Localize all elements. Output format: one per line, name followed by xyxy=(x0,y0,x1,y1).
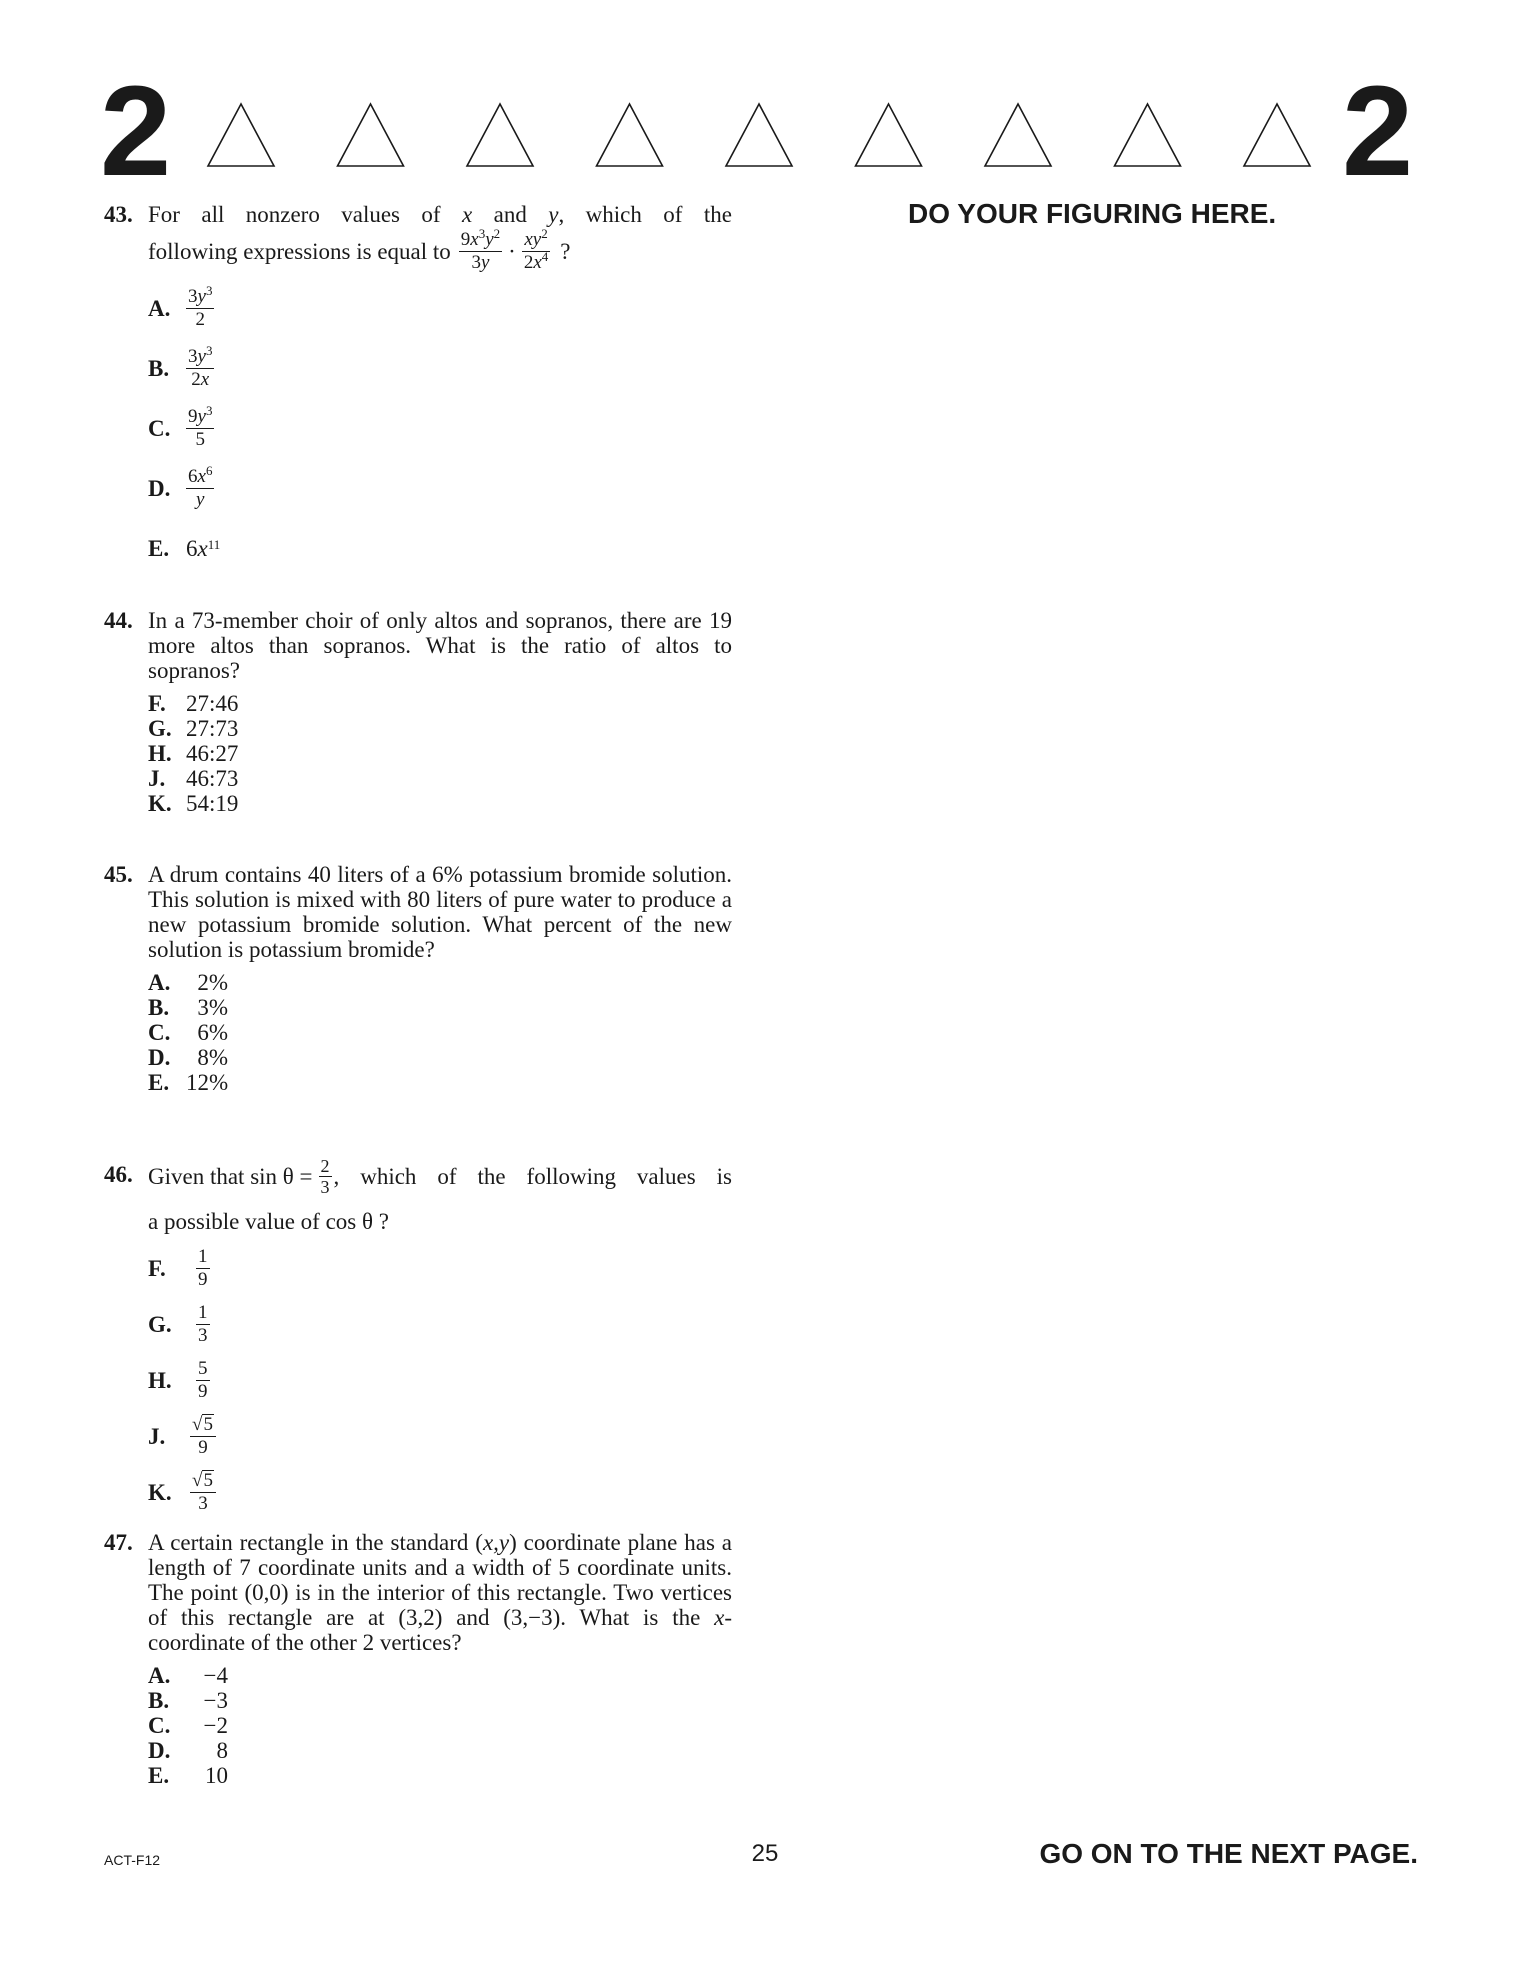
outline-triangle-icon xyxy=(726,104,792,166)
triangle-border xyxy=(205,102,1325,168)
fraction-9x3y2-over-3y: $\frac{9x^3y^2}{3y}$ xyxy=(460,226,501,273)
square-root-icon: √ 5 xyxy=(192,1413,213,1435)
answer-choice-f[interactable] xyxy=(148,691,732,716)
choice-label: H. xyxy=(148,1367,172,1393)
question-text xyxy=(148,1156,732,1234)
choice-value: $\frac{5}{9}$ xyxy=(198,1357,208,1402)
answer-choice-c[interactable] xyxy=(148,398,732,458)
question-46 xyxy=(104,1156,732,1520)
outline-triangle-icon xyxy=(1244,104,1310,166)
choice-value: 46:73 xyxy=(186,766,239,791)
choice-label: J. xyxy=(148,766,166,791)
question-43-prefix: following expressions is equal to xyxy=(148,239,451,264)
question-43-line2: following expressions is equal to $\frac{9x^3y^2}{3y}$ · $\frac{xy^2}{2x^4}$ ? xyxy=(148,226,571,273)
choice-label: D. xyxy=(148,1738,171,1763)
question-43-suffix: ? xyxy=(560,239,571,264)
choice-label: E. xyxy=(148,535,170,561)
choice-label: K. xyxy=(148,1479,172,1505)
choice-value: $\frac{6x^6}{y}$ xyxy=(188,462,213,510)
question-number: 46. xyxy=(104,1162,133,1187)
question-text xyxy=(148,202,732,274)
choice-label: E. xyxy=(148,1763,170,1788)
choice-value: $\frac{3y^3}{2x}$ xyxy=(188,342,213,390)
choice-label: K. xyxy=(148,791,172,816)
answer-choice-h[interactable] xyxy=(148,1352,732,1408)
outline-triangle-icon xyxy=(338,104,404,166)
choice-value: $\frac{1}{9}$ xyxy=(198,1245,208,1290)
question-47 xyxy=(104,1530,732,1788)
answer-choice-c[interactable] xyxy=(148,1020,732,1045)
outline-triangle-icon xyxy=(208,104,274,166)
answer-choice-d[interactable] xyxy=(148,458,732,518)
choice-label: D. xyxy=(148,475,171,501)
answer-choice-a[interactable] xyxy=(148,1663,732,1688)
choice-value: $\frac{9y^3}{5}$ xyxy=(188,402,213,450)
answer-choice-j[interactable] xyxy=(148,766,732,791)
choice-value: √ 5 9 xyxy=(190,1414,216,1459)
choice-label: A. xyxy=(148,1663,171,1688)
choice-value: 8% xyxy=(197,1045,228,1070)
answer-choice-b[interactable] xyxy=(148,338,732,398)
choice-label: F. xyxy=(148,1255,166,1281)
answer-choice-j[interactable] xyxy=(148,1408,732,1464)
choice-label: C. xyxy=(148,415,171,441)
section-number-left: 2 xyxy=(100,60,172,203)
outline-triangle-icon xyxy=(467,104,533,166)
next-page-instruction: GO ON TO THE NEXT PAGE. xyxy=(1039,1838,1418,1869)
answer-choice-c[interactable] xyxy=(148,1713,732,1738)
question-number: 44. xyxy=(104,608,133,633)
choice-value: √ 5 3 xyxy=(190,1470,216,1515)
answer-choice-k[interactable] xyxy=(148,791,732,816)
square-root-icon: √ 5 xyxy=(192,1469,213,1491)
question-text: A drum contains 40 liters of a 6% potassium bromide solution. This solution is mixed with 80 liters of pure water to produce a new potassium bromide solution. What percent of the new solution is potassium bromide? xyxy=(148,862,732,962)
answer-choices xyxy=(148,1240,732,1520)
question-text: In a 73-member choir of only altos and sopranos, there are 19 more altos than sopranos. What is the ratio of altos to sopranos? xyxy=(148,608,732,683)
choice-label: B. xyxy=(148,355,170,381)
answer-choice-b[interactable] xyxy=(148,1688,732,1713)
answer-choices xyxy=(148,1663,732,1788)
question-43-line1: For all nonzero values of x and y, which of the xyxy=(148,202,732,227)
answer-choice-d[interactable] xyxy=(148,1045,732,1070)
choice-label: H. xyxy=(148,741,172,766)
section-number-right: 2 xyxy=(1342,60,1414,203)
question-46-suffix: , which of the following values is xyxy=(333,1164,732,1189)
question-44 xyxy=(104,608,732,816)
choice-label: B. xyxy=(148,1688,170,1713)
outline-triangle-icon xyxy=(985,104,1051,166)
choice-label: A. xyxy=(148,295,171,321)
choice-value: −4 xyxy=(203,1663,228,1688)
choice-label: B. xyxy=(148,995,170,1020)
question-45 xyxy=(104,862,732,1095)
answer-choices xyxy=(148,278,732,578)
answer-choice-g[interactable] xyxy=(148,716,732,741)
answer-choices xyxy=(148,970,732,1095)
choice-value: $\frac{3y^3}{2}$ xyxy=(188,282,213,330)
question-number: 43. xyxy=(104,202,133,227)
answer-choice-b[interactable] xyxy=(148,995,732,1020)
choice-value: 2% xyxy=(197,970,228,995)
choice-value: −3 xyxy=(203,1688,228,1713)
answer-choice-d[interactable] xyxy=(148,1738,732,1763)
answer-choice-e[interactable] xyxy=(148,1070,732,1095)
choice-value: 54:19 xyxy=(186,791,239,816)
choice-value: 27:73 xyxy=(186,716,239,741)
question-46-line1 xyxy=(148,1156,732,1197)
choice-label: E. xyxy=(148,1070,170,1095)
fraction-xy2-over-2x4: $\frac{xy^2}{2x^4}$ xyxy=(523,226,549,273)
choice-label: C. xyxy=(148,1713,171,1738)
choice-value: 8 xyxy=(216,1738,228,1763)
choice-label: G. xyxy=(148,716,172,741)
question-46-line2: a possible value of cos θ ? xyxy=(148,1209,389,1234)
fraction-two-thirds: $\frac{2}{3}$ xyxy=(320,1156,330,1197)
choice-value: 10 xyxy=(205,1763,228,1788)
choice-value: −2 xyxy=(203,1713,228,1738)
choice-value: 6% xyxy=(197,1020,228,1045)
choice-label: J. xyxy=(148,1423,166,1449)
question-number: 45. xyxy=(104,862,133,887)
answer-choice-e[interactable] xyxy=(148,518,732,578)
answer-choice-k[interactable] xyxy=(148,1464,732,1520)
outline-triangle-icon xyxy=(856,104,922,166)
choice-value: 12% xyxy=(186,1070,229,1095)
question-43 xyxy=(104,202,732,578)
answer-choice-a[interactable] xyxy=(148,970,732,995)
answer-choice-g[interactable] xyxy=(148,1296,732,1352)
choice-value: 3% xyxy=(197,995,228,1020)
choice-value: 46:27 xyxy=(186,741,239,766)
choice-label: F. xyxy=(148,691,166,716)
answer-choice-a[interactable] xyxy=(148,278,732,338)
page-number: 25 xyxy=(751,1840,779,1867)
question-46-prefix: Given that sin θ = xyxy=(148,1164,313,1189)
answer-choice-e[interactable] xyxy=(148,1763,732,1788)
figuring-label: DO YOUR FIGURING HERE. xyxy=(908,198,1277,229)
choice-value: 27:46 xyxy=(186,691,239,716)
question-number: 47. xyxy=(104,1530,133,1555)
choice-value: $6x^{11}$ xyxy=(186,535,221,561)
choice-label: A. xyxy=(148,970,171,995)
outline-triangle-icon xyxy=(597,104,663,166)
answer-choice-h[interactable] xyxy=(148,741,732,766)
answer-choices xyxy=(148,691,732,816)
choice-label: G. xyxy=(148,1311,172,1337)
outline-triangle-icon xyxy=(1115,104,1181,166)
question-text: A certain rectangle in the standard (x,y) coordinate plane has a length of 7 coordinate units and a width of 5 coordinate units. The point (0,0) is in the interior of this rectangle. Two vertices of this rectangle are at (3,2) and (3,−3). What is the x-coordinate of the other 2 vertices? xyxy=(148,1530,732,1655)
answer-choice-f[interactable] xyxy=(148,1240,732,1296)
choice-value: $\frac{1}{3}$ xyxy=(198,1301,208,1346)
choice-label: C. xyxy=(148,1020,171,1045)
choice-label: D. xyxy=(148,1045,171,1070)
form-code: ACT-F12 xyxy=(104,1852,161,1868)
